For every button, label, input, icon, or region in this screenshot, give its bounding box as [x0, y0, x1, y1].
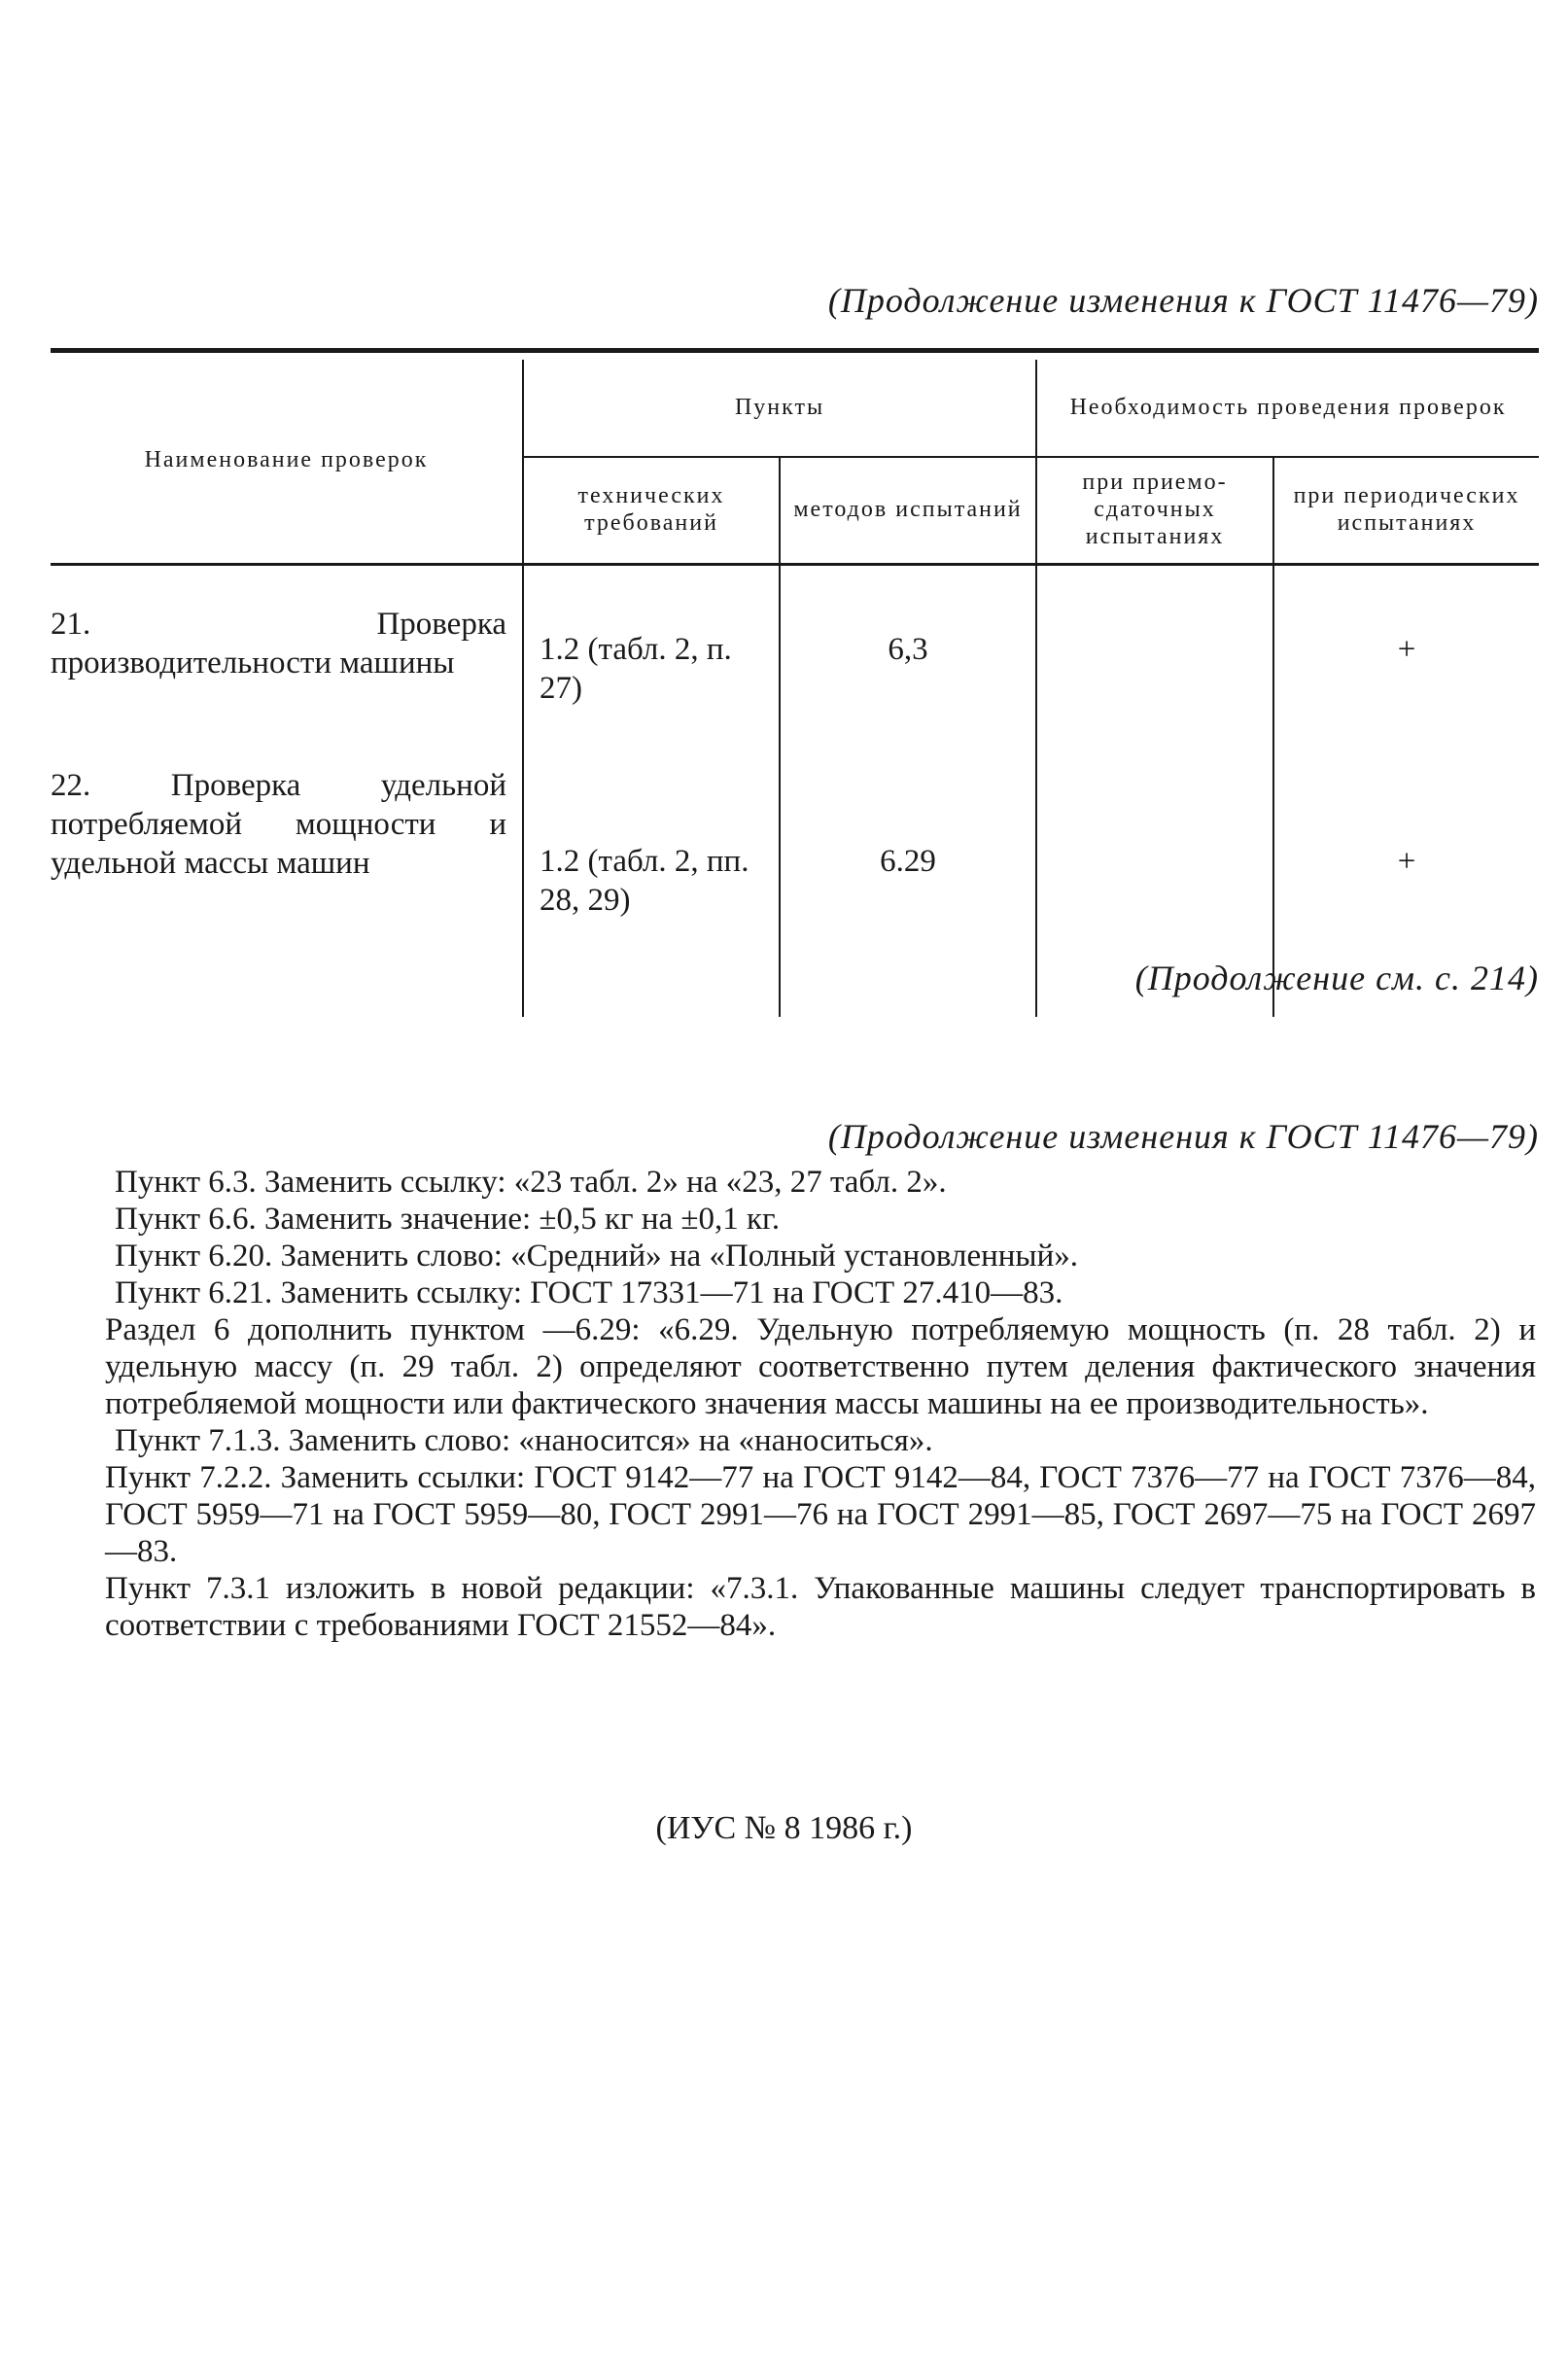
- amendment-paragraph: Пункт 6.3. Заменить ссылку: «23 табл. 2» на «23, 27 табл. 2».: [115, 1165, 947, 1200]
- row-tech-point: 1.2 (табл. 2, п. 27): [523, 564, 780, 766]
- header-tech-requirements: технических требований: [523, 457, 780, 564]
- row-periodic-mark: +: [1273, 564, 1539, 766]
- row-tech-point: 1.2 (табл. 2, пп. 28, 29): [523, 766, 780, 1017]
- header-periodic-tests: при периодических испытаниях: [1273, 457, 1539, 564]
- checks-table: [51, 360, 1539, 1017]
- header-necessity-group: Необходимость проведения проверок: [1036, 360, 1539, 457]
- row-check-name: 22. Проверка удельной потребляемой мощности и удельной массы машин: [51, 767, 506, 881]
- table-top-rule: [51, 348, 1539, 353]
- continuation-header: (Продолжение изменения к ГОСТ 11476—79): [827, 281, 1539, 320]
- header-test-methods: методов испытаний: [780, 457, 1036, 564]
- row-acceptance-mark: [1036, 564, 1273, 766]
- amendment-paragraph: Пункт 7.1.3. Заменить слово: «наносится» на «наноситься».: [115, 1423, 933, 1458]
- row-periodic-mark: +: [1273, 766, 1539, 1017]
- table-row: [51, 564, 1539, 766]
- row-method-point: 6.29: [780, 766, 1036, 1017]
- row-check-name: 21. Проверка производительности машины: [51, 606, 506, 681]
- header-acceptance-tests: при приемо-сдаточных испытаниях: [1036, 457, 1273, 564]
- header-check-name: Наименование проверок: [51, 360, 523, 564]
- amendment-paragraph: Пункт 7.3.1 изложить в новой редакции: «7.3.1. Упакованные машины следует транспортировать в соответствии с требованиями ГОСТ 21552—84».: [105, 1571, 1536, 1643]
- row-method-point: 6,3: [780, 564, 1036, 766]
- amendment-paragraph: Пункт 6.21. Заменить ссылку: ГОСТ 17331—71 на ГОСТ 27.410—83.: [115, 1275, 1063, 1310]
- amendment-paragraph: Пункт 7.2.2. Заменить ссылки: ГОСТ 9142—77 на ГОСТ 9142—84, ГОСТ 7376—77 на ГОСТ 7376—84, ГОСТ 5959—71 на ГОСТ 5959—80, ГОСТ 2991—76 на ГОСТ 2991—85, ГОСТ 2697—75 на ГОСТ 2697—83.: [105, 1460, 1536, 1569]
- amendment-text: [105, 1164, 1536, 1644]
- amendment-paragraph: Пункт 6.6. Заменить значение: ±0,5 кг на ±0,1 кг.: [115, 1202, 781, 1237]
- header-points-group: Пункты: [523, 360, 1036, 457]
- amendment-paragraph: Пункт 6.20. Заменить слово: «Средний» на «Полный установленный».: [115, 1239, 1078, 1274]
- continuation-footer: (Продолжение см. с. 214): [1134, 959, 1539, 997]
- ius-reference: (ИУС № 8 1986 г.): [655, 1810, 913, 1846]
- continuation-header-second: (Продолжение изменения к ГОСТ 11476—79): [827, 1117, 1539, 1156]
- amendment-paragraph: Раздел 6 дополнить пунктом —6.29: «6.29. Удельную потребляемую мощность (п. 28 табл. 2) и удельную массу (п. 29 табл. 2) определяют соответственно путем деления фактического значения потребляемой мощности или фактического значения массы машины на ее производительность».: [105, 1312, 1536, 1421]
